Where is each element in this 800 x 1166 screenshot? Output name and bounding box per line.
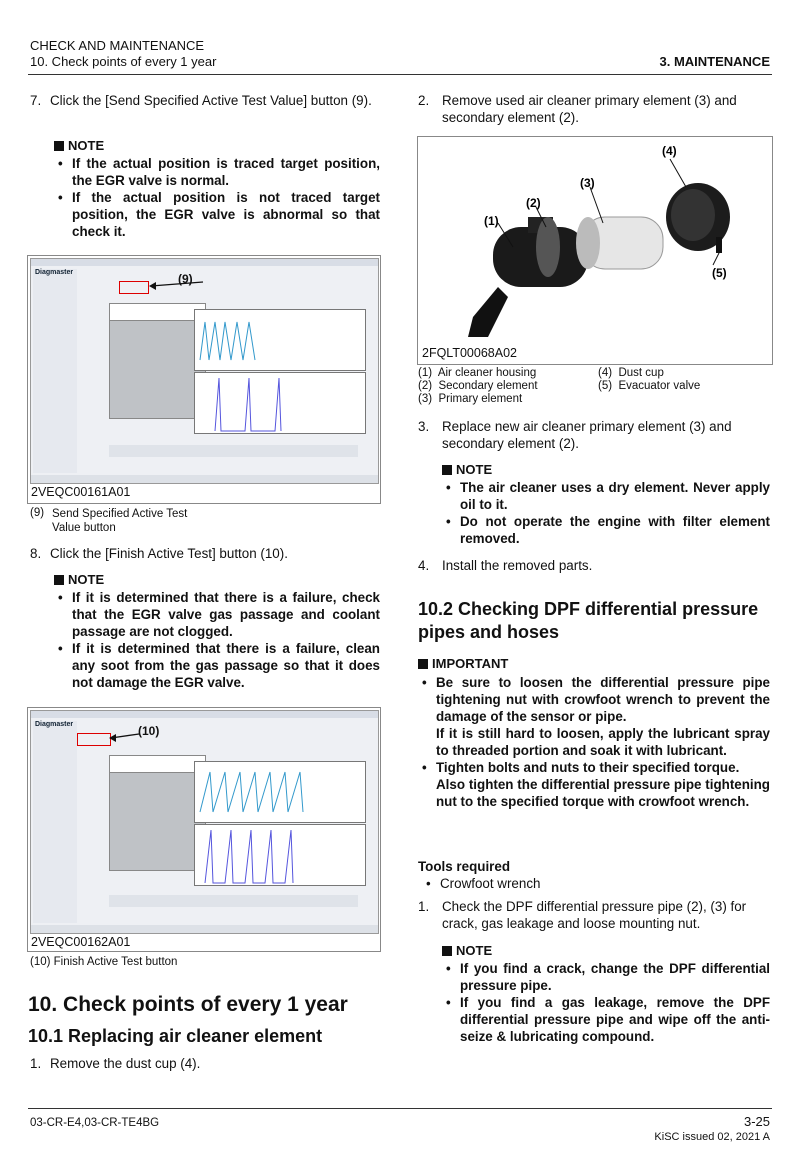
note-4 <box>442 943 770 1045</box>
heading-10: 10. Check points of every 1 year <box>28 993 348 1016</box>
chapter-title: 3. MAINTENANCE <box>659 54 770 69</box>
heading-10-2: 10.2 Checking DPF differential pressure pipes and hoses <box>418 599 759 642</box>
secondary-element-shape <box>536 217 560 277</box>
app-brand: Diagmaster <box>35 269 74 276</box>
app-brand: Diagmaster <box>35 721 74 728</box>
step-text: Remove the dust cup (4). <box>50 1056 201 1071</box>
important-heading: IMPORTANT <box>418 656 770 671</box>
step-check-dpf <box>418 898 770 932</box>
issue-info: KiSC issued 02, 2021 A <box>654 1131 770 1143</box>
step-number: 8. <box>30 546 42 561</box>
important-box <box>418 656 770 810</box>
section-subtitle: 10. Check points of every 1 year <box>30 54 217 69</box>
section-title: CHECK AND MAINTENANCE <box>30 38 205 53</box>
note-1 <box>54 138 380 240</box>
page-number: 3-25 <box>743 1114 770 1129</box>
note-item: • Do not operate the engine with filter element removed. <box>442 513 770 547</box>
label-2: (2) <box>526 196 541 210</box>
note-2 <box>54 572 380 691</box>
label-5: (5) <box>712 266 727 280</box>
data-grid-rows <box>109 303 206 321</box>
data-grid <box>109 761 206 871</box>
callout-10: (10) <box>138 724 160 738</box>
step-text: Check the DPF differential pressure pipe (2), (3) for crack, gas leakage and loose mounting nut. <box>442 899 747 931</box>
tools-list <box>422 875 762 892</box>
figure-2 <box>27 707 381 952</box>
important-item-cont: If it is still hard to loosen, apply the lubricant spray to threaded portion and soak it with lubricant. <box>436 726 770 758</box>
status-bar <box>31 925 378 933</box>
plot-top <box>194 761 366 823</box>
step-8 <box>30 545 380 562</box>
note-item: • If you find a crack, change the DPF differential pressure pipe. <box>442 960 770 994</box>
status-bar <box>31 475 378 483</box>
step-text: Replace new air cleaner primary element (3) and secondary element (2). <box>442 419 732 451</box>
step-4 <box>418 557 770 574</box>
part-item: (2) Secondary element <box>418 380 538 392</box>
button-bar <box>109 445 358 457</box>
note-heading: NOTE <box>442 462 770 477</box>
evacuator-valve-shape <box>716 237 722 253</box>
step-text: Install the removed parts. <box>442 558 593 573</box>
highlight-box <box>77 733 111 746</box>
important-item: • Be sure to loosen the differential pressure pipe tightening nut with crowfoot wrench to prevent the damage of the sensor or pipe. <box>418 674 770 725</box>
step-number: 2. <box>418 93 430 108</box>
note-item: • If the actual position is traced target position, the EGR valve is normal. <box>54 155 380 189</box>
note-square-icon <box>54 575 64 585</box>
note-item: • If you find a gas leakage, remove the DPF differential pressure pipe and wipe off the anti-seize & lubricating compound. <box>442 994 770 1045</box>
button-bar <box>109 895 358 907</box>
note-item: • If it is determined that there is a failure, clean any soot from the gas passage so that it does not damage the EGR valve. <box>54 640 380 691</box>
data-grid <box>109 309 206 419</box>
figure-2-caption: (10) Finish Active Test button <box>30 956 178 968</box>
footer-rule <box>28 1108 772 1109</box>
step-text: Click the [Finish Active Test] button (10). <box>50 546 288 561</box>
label-3: (3) <box>580 176 595 190</box>
dust-cup-rim <box>671 189 715 241</box>
plot-top-lines <box>195 762 365 822</box>
header-rule <box>28 74 772 75</box>
plot-bottom <box>194 372 366 434</box>
step-number: 4. <box>418 558 430 573</box>
note-heading: NOTE <box>54 138 380 153</box>
plot-bottom <box>194 824 366 886</box>
important-item: • Tighten bolts and nuts to their specified torque. <box>418 759 770 776</box>
air-cleaner-inlet-shape <box>468 287 508 337</box>
figure-1-caption-number: (9) <box>30 507 45 519</box>
step-number: 7. <box>30 93 42 108</box>
step-text: Click the [Send Specified Active Test Value] button (9). <box>50 93 372 108</box>
note-list <box>442 479 770 547</box>
note-square-icon <box>442 946 452 956</box>
primary-element-end <box>576 217 600 269</box>
heading-10-1: 10.1 Replacing air cleaner element <box>28 1026 323 1046</box>
step-number: 1. <box>30 1056 42 1071</box>
step-text: Remove used air cleaner primary element (3) and secondary element (2). <box>442 93 737 125</box>
parts-list-left <box>418 367 538 406</box>
tools-title: Tools required <box>418 859 511 874</box>
step-number: 1. <box>418 899 430 914</box>
figure-id: 2VEQC00162A01 <box>31 935 131 949</box>
note-item: • If the actual position is not traced target position, the EGR valve is abnormal so that check it. <box>54 189 380 240</box>
figure-1-caption: Send Specified Active Test Value button <box>52 508 188 534</box>
plot-top <box>194 309 366 371</box>
doc-code: 03-CR-E4,03-CR-TE4BG <box>30 1117 160 1129</box>
part-item: (3) Primary element <box>418 393 523 405</box>
parts-list-right <box>598 367 700 393</box>
figure-3 <box>417 136 773 365</box>
part-item: (1) Air cleaner housing <box>418 367 537 379</box>
step-number: 3. <box>418 419 430 434</box>
screenshot-sidebar <box>33 269 77 473</box>
figure-id: 2FQLT00068A02 <box>422 346 517 360</box>
screenshot-sidebar <box>33 721 77 923</box>
label-4: (4) <box>662 144 677 158</box>
plot-bottom-lines <box>195 825 365 885</box>
note-heading: NOTE <box>442 943 770 958</box>
part-item: (5) Evacuator valve <box>598 380 701 392</box>
note-square-icon <box>54 141 64 151</box>
note-list <box>54 589 380 691</box>
part-item: (4) Dust cup <box>598 367 664 379</box>
note-list <box>54 155 380 240</box>
note-square-icon <box>442 465 452 475</box>
callout-9: (9) <box>178 272 193 286</box>
highlight-box <box>119 281 149 294</box>
step-1-remove-dust-cup <box>30 1055 380 1072</box>
data-grid-rows <box>109 755 206 773</box>
note-heading: NOTE <box>54 572 380 587</box>
plot-bottom-lines <box>195 373 365 433</box>
diagmaster-screenshot <box>30 258 379 484</box>
plot-top-lines <box>195 310 365 370</box>
note-list <box>442 960 770 1045</box>
note-item: • If it is determined that there is a failure, check that the EGR valve gas passage and coolant passage are not clogged. <box>54 589 380 640</box>
air-cleaner-illustration <box>418 137 772 342</box>
tool-item: • Crowfoot wrench <box>422 875 762 892</box>
window-titlebar <box>31 259 378 266</box>
window-titlebar <box>31 711 378 718</box>
important-square-icon <box>418 659 428 669</box>
diagmaster-screenshot <box>30 710 379 934</box>
note-3 <box>442 462 770 547</box>
figure-id: 2VEQC00161A01 <box>31 485 131 499</box>
important-list <box>418 674 770 810</box>
step-3 <box>418 418 770 452</box>
step-7 <box>30 92 380 109</box>
step-2 <box>418 92 770 126</box>
note-item: • The air cleaner uses a dry element. Never apply oil to it. <box>442 479 770 513</box>
important-item-cont: Also tighten the differential pressure pipe tightening nut to the specified torque with crowfoot wrench. <box>436 777 770 809</box>
label-1: (1) <box>484 214 499 228</box>
figure-1 <box>27 255 381 504</box>
